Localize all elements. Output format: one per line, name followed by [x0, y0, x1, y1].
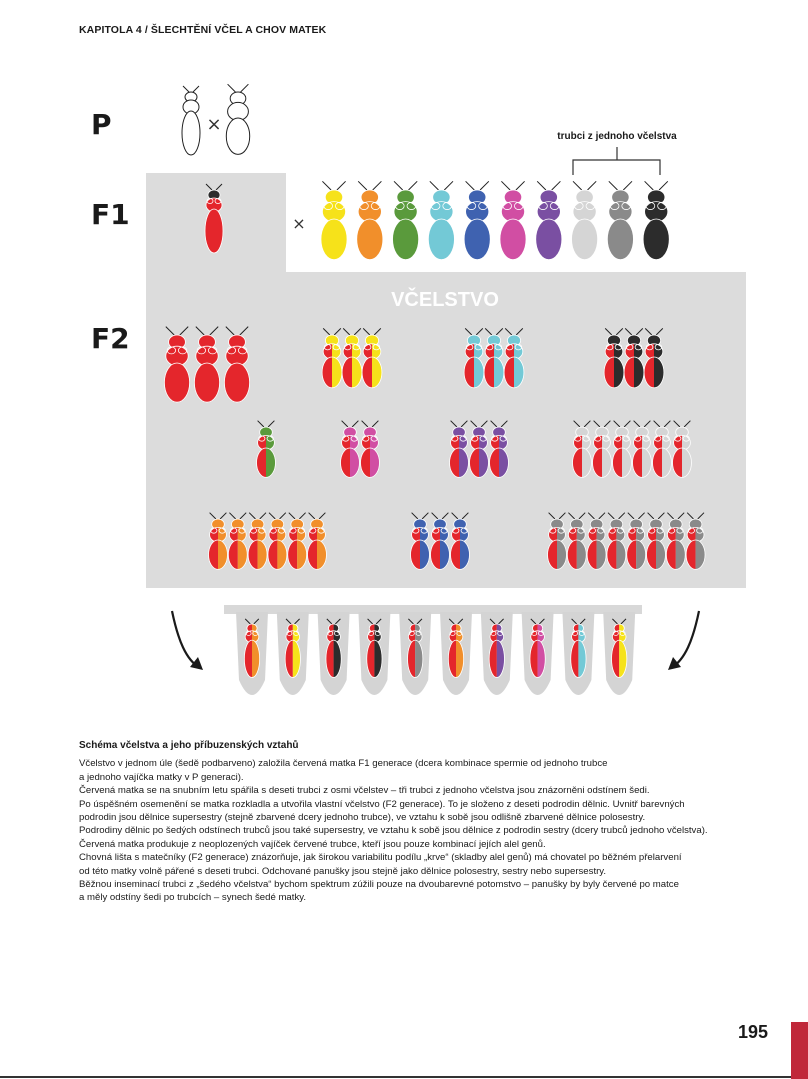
f1-queen — [205, 184, 223, 253]
f1-drone-green — [393, 181, 419, 259]
f1-drone-black — [643, 181, 669, 259]
f1-drone-light_gray — [572, 181, 598, 259]
queen-cells — [236, 612, 635, 695]
caption-line: Červená matka se na snubním letu spářila s deseti trubci z osmi včelstev – tři trubci z jednoho včelstva jsou znázorněni odstínem šedi. — [79, 785, 650, 797]
queen-cell-larva — [285, 619, 300, 678]
queen-cell-larva — [571, 619, 586, 678]
left-arrowhead — [190, 657, 203, 670]
f1-drone-light_blue — [428, 181, 454, 259]
caption — [79, 739, 779, 905]
generation-label-f2: F2 — [91, 322, 130, 355]
queen-cell-light_blue — [562, 612, 594, 695]
queen-cell-larva — [448, 619, 463, 678]
right-arrow — [671, 611, 699, 668]
caption-line: a jednoho vajíčka matky v P generaci). — [79, 771, 244, 783]
queen-cell-orange — [440, 612, 472, 695]
queen-cell-gray — [399, 612, 431, 695]
f1-drone-magenta — [500, 181, 526, 259]
f2-group-red — [164, 327, 249, 403]
queen-cell-magenta — [522, 612, 554, 695]
f2-group-blue — [411, 513, 470, 570]
queen-cell-larva — [326, 619, 341, 678]
queen-cell-larva — [530, 619, 545, 678]
caption-line: Běžnou inseminací trubci z „šedého včelstva“ bychom spektrum zúžili pouze na dvoubarevné potomstvo – panušky by byly červené po matce — [79, 879, 679, 891]
queen-cell-larva — [408, 619, 423, 678]
f2-group-yellow — [322, 328, 382, 387]
f1-drone-purple — [536, 181, 562, 259]
p-cross-symbol: × — [206, 114, 222, 135]
f2-group-light_blue — [464, 328, 524, 387]
caption-line: a měly odstíny šedi po trubcích – synech šedé matky. — [79, 892, 306, 904]
queen-cell-larva — [244, 619, 259, 678]
caption-line: Červená matka produkuje z neoplozených vajíček červené trubce, kteří jsou pouze kombinací jejích alel genů. — [79, 838, 546, 850]
caption-line: Chovná lišta s matečníky (F2 generace) znázorňuje, jak širokou variabilitu podílu „krve“ (skladby alel genů) má chovatel po běžném přelarvení — [79, 852, 682, 864]
bottom-rule — [0, 1076, 791, 1078]
generation-label-p: P — [91, 108, 112, 141]
queen-cell-larva — [612, 619, 627, 678]
colony-label: VČELSTVO — [391, 289, 499, 311]
queen-cell-purple — [481, 612, 513, 695]
f1-queen-bee — [205, 184, 223, 253]
caption-line: Včelstvo v jednom úle (šedě podbarveno) založila červená matka F1 generace (dcera kombinace spermie od jednoho trubce — [79, 758, 608, 770]
chapter-header: KAPITOLA 4 / ŠLECHTĚNÍ VČEL A CHOV MATEK — [79, 24, 327, 36]
f1-drone-blue — [464, 181, 490, 259]
drone-bracket — [573, 147, 660, 175]
f1-drone-yellow — [321, 181, 347, 259]
left-arrow — [172, 611, 200, 668]
queen-cell-black — [318, 612, 350, 695]
queen-cell-larva — [367, 619, 382, 678]
caption-line: Podrodiny dělnic po šedých odstínech trubců jsou také supersestry, ve vztahu k sobě jsou dělnice z podrodin sestry (dcery trubců jednoho včelstva). — [79, 825, 708, 837]
queen-cell-larva — [489, 619, 504, 678]
chapter-tab — [791, 1022, 808, 1079]
caption-line: Po úspěšném osemenění se matka rozkladla a utvořila vlastní včelstvo (F2 generace). To je složeno z deseti podrodin dělnic. Uvnitř barevných — [79, 798, 685, 810]
page-number: 195 — [738, 1022, 769, 1042]
f1-cross-symbol: × — [292, 214, 306, 233]
f1-drones — [321, 181, 669, 259]
caption-line: podrodin jsou dělnice supersestry (stejně zbarvené dcery jednoho trubce), ve vztahu k sobě jsou odlišně zbarvené dělnice polosestry. — [79, 812, 646, 824]
p-queen — [182, 86, 200, 155]
queen-cell-black — [358, 612, 390, 695]
right-arrowhead — [668, 657, 681, 670]
caption-body — [79, 757, 779, 904]
queen-cell-yellow — [603, 612, 635, 695]
p-drone — [226, 84, 249, 154]
caption-line: od této matky volně pářené s deseti trubci. Odchované panušky jsou stejně jako dělnice polosestry, sestry nebo supersestry. — [79, 865, 607, 877]
queen-cell-yellow — [277, 612, 309, 695]
generation-label-f1: F1 — [91, 198, 130, 231]
drone-label: trubci z jednoho včelstva — [557, 131, 677, 142]
f2-group-purple — [450, 421, 509, 478]
caption-title: Schéma včelstva a jeho příbuzenských vztahů — [79, 740, 299, 751]
f1-drone-orange — [357, 181, 383, 259]
f1-drone-gray — [607, 181, 633, 259]
f2-group-black — [604, 328, 664, 387]
queen-cell-orange — [236, 612, 268, 695]
